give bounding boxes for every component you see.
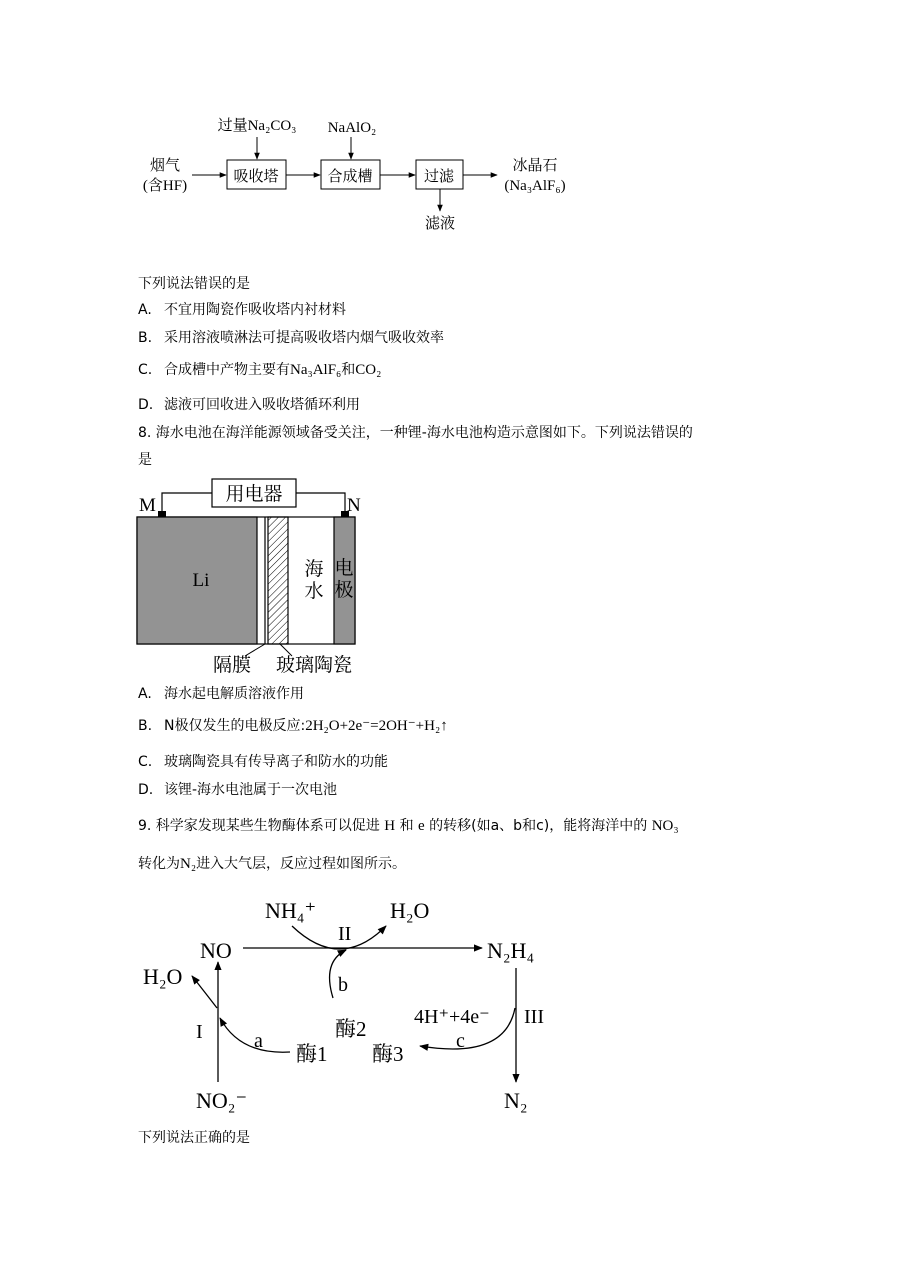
- membrane-label: 隔膜: [212, 655, 252, 676]
- flue-gas-hf-label: (含HF): [142, 178, 188, 194]
- synthesis-tank-label: 合成槽: [327, 169, 373, 185]
- arrow-h2o-left: [192, 976, 217, 1008]
- label-n2h4: N₂H₄: [487, 938, 535, 963]
- battery-diagram: [0, 470, 909, 680]
- option-text: 合成槽中产物主要有: [164, 362, 290, 378]
- cryolite-formula-label: (Na₃AlF₆): [504, 178, 566, 194]
- absorption-tower-label: 吸收塔: [233, 169, 279, 185]
- electrode-label-2: 极: [334, 580, 354, 601]
- option-text: 滤液可回收进入吸收塔循环利用: [164, 397, 360, 413]
- option-letter: B.: [138, 330, 153, 346]
- formula-no3: NO₃: [651, 818, 679, 834]
- label-c: c: [456, 1030, 465, 1052]
- nitrogen-cycle-diagram: [0, 890, 909, 1125]
- label-roman-2: II: [338, 923, 352, 945]
- q7-stem: 下列说法错误的是: [138, 276, 250, 292]
- cryolite-label: 冰晶石: [512, 158, 558, 174]
- label-roman-3: III: [524, 1006, 544, 1028]
- wire-right: [296, 493, 345, 516]
- q9-text-a: 9. 科学家发现某些生物酶体系可以促进: [138, 818, 380, 834]
- q8-stem-line2: 是: [138, 452, 152, 468]
- q8-option-c: [138, 752, 388, 772]
- q9-text-d: 转化为: [138, 856, 180, 872]
- ceramic-label: 玻璃陶瓷: [275, 655, 353, 676]
- option-letter: D.: [138, 397, 154, 413]
- option-letter: C.: [138, 754, 153, 770]
- q8-stem-line1: 8. 海水电池在海洋能源领域备受关注，一种锂-海水电池构造示意图如下。下列说法错误的: [138, 425, 693, 441]
- reagent-na2co3-label: 过量Na₂CO₃: [217, 118, 297, 134]
- option-text: 该锂-海水电池属于一次电池: [164, 782, 338, 798]
- label-enzyme2: 酶2: [335, 1017, 367, 1041]
- formula-co2: CO₂: [355, 362, 382, 378]
- option-text: N极仅发生的电极反应:: [164, 718, 306, 734]
- formula-e: e: [418, 818, 425, 834]
- label-proton-electron: 4H⁺+4e⁻: [414, 1006, 490, 1028]
- terminal-m-label: M: [139, 495, 156, 516]
- option-letter: B.: [138, 718, 153, 734]
- wire-left: [162, 493, 212, 516]
- reagent-naalo2-label: NaAlO₂: [327, 120, 377, 136]
- label-no: NO: [200, 938, 232, 963]
- filtrate-label: 滤液: [424, 216, 456, 232]
- q7-option-a: [138, 300, 346, 320]
- q8-option-a: [138, 684, 304, 704]
- q7-option-c: [138, 360, 381, 380]
- formula-na3alf6: Na₃AlF₆: [290, 362, 342, 378]
- filtration-label: 过滤: [423, 169, 455, 185]
- label-a: a: [254, 1030, 263, 1052]
- q9-text-c: 的转移(如a、b和c)，能将海洋中的: [429, 818, 648, 834]
- option-letter: D.: [138, 782, 154, 798]
- option-text: 玻璃陶瓷具有传导离子和防水的功能: [164, 754, 388, 770]
- q7-option-b: [138, 328, 444, 348]
- q9-stem-line1: [138, 816, 679, 836]
- process-flow-diagram: [0, 0, 909, 250]
- seawater-label-1: 海: [304, 559, 324, 580]
- q9-stem-line2: [138, 854, 406, 874]
- label-n2: N₂: [504, 1088, 528, 1113]
- formula-h: H: [384, 818, 396, 834]
- label-roman-1: I: [196, 1021, 203, 1043]
- label-h2o-top: H₂O: [390, 898, 430, 923]
- lithium-label: Li: [192, 570, 210, 591]
- label-enzyme3: 酶3: [372, 1042, 404, 1066]
- device-label: 用电器: [225, 484, 283, 505]
- option-text: 不宜用陶瓷作吸收塔内衬材料: [164, 302, 346, 318]
- label-no2: NO₂⁻: [196, 1088, 248, 1113]
- q8-option-d: [138, 780, 337, 800]
- option-letter: A.: [138, 302, 152, 318]
- glass-ceramic-layer: [268, 517, 288, 644]
- q9-text-b: 和: [399, 818, 414, 834]
- terminal-n-label: N: [347, 495, 361, 516]
- q8-option-b: [138, 716, 448, 736]
- terminal-m-block: [158, 511, 166, 517]
- option-letter: A.: [138, 686, 152, 702]
- electrode-label-1: 电: [334, 558, 354, 579]
- formula-n2: N₂: [180, 856, 197, 872]
- q9-question: 下列说法正确的是: [138, 1130, 250, 1146]
- label-h2o-left: H₂O: [143, 964, 183, 989]
- q9-text-e: 进入大气层，反应过程如图所示。: [196, 856, 407, 872]
- label-enzyme1: 酶1: [296, 1042, 328, 1066]
- q7-option-d: [138, 395, 360, 415]
- label-nh4: NH₄⁺: [265, 898, 317, 923]
- formula-electrode-reaction: 2H₂O+2e⁻=2OH⁻+H₂↑: [305, 718, 448, 734]
- option-text: 海水起电解质溶液作用: [164, 686, 304, 702]
- option-letter: C.: [138, 362, 153, 378]
- option-text: 采用溶液喷淋法可提高吸收塔内烟气吸收效率: [164, 330, 444, 346]
- label-b: b: [338, 974, 348, 996]
- seawater-label-2: 水: [304, 581, 324, 602]
- option-text-mid: 和: [341, 362, 356, 378]
- flue-gas-label: 烟气: [149, 158, 181, 174]
